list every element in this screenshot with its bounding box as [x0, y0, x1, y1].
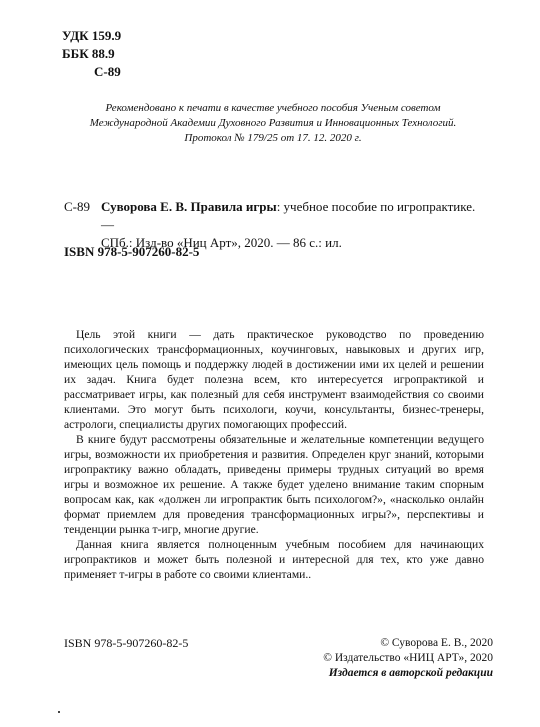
recommendation-line: Рекомендовано к печати в качестве учебного пособия Ученым советом [105, 102, 441, 114]
footer-isbn: ISBN 978-5-907260-82-5 [64, 636, 189, 650]
edition-note: Издается в авторской редакции [328, 667, 493, 679]
recommendation-line: Международной Академии Духовного Развития и Инновационных Технологий. [89, 117, 457, 129]
scan-dot [58, 711, 60, 713]
classification-codes [62, 27, 121, 81]
copyright-publisher: © Издательство «НИЦ АРТ», 2020 [323, 652, 493, 664]
author-sign: С-89 [94, 64, 121, 79]
abstract-paragraph: В книге будут рассмотрены обязательные и желательные компетенции ведущего игры, возможности их приобретения и развития. Определен круг знаний, которыми игропрактику важно обладать, приведены примеры трудных ситуаций во время игры и возможное их решение. А также будет уделено внимание таким спорным вопросам как, как «должен ли игропрактик быть психологом?», «насколько онлайн формат приемлем для проведения трансформационных игры?», перспективы и тенденции рынка т-игр, многие другие. [64, 433, 484, 536]
book-description: : учебное пособие по игропрактике. — [101, 199, 476, 232]
book-abstract [64, 327, 484, 582]
isbn-main: ISBN 978-5-907260-82-5 [64, 244, 200, 259]
author-title: Суворова Е. В. Правила игры [101, 199, 277, 214]
udk-code: УДК 159.9 [62, 28, 122, 43]
copyright-block [323, 636, 493, 681]
bibliographic-sign: С-89 [64, 199, 90, 214]
abstract-paragraph: Цель этой книги — дать практическое руководство по проведению психологических трансформационных, коучинговых, навыковых и других игр, имеющих цель помощь и поддержку людей в достижении ими их целей и решении их задач. Книга будет полезна всем, кто интересуется игропрактикой и рассматривает игры, как полезный для себя инструмент взаимодействия со своими клиентами. Это могут быть психологи, коучи, консультанты, бизнес-тренеры, астрологи, специалисты других помогающих профессий. [64, 328, 484, 431]
publisher-line: СПб.: Изд-во «Ниц Арт», 2020. — 86 с.: ил. [101, 235, 342, 250]
abstract-paragraph: Данная книга является полноценным учебным пособием для начинающих игропрактиков и может быть полезной и интересной для тех, кто уже давно применяет т-игры в работе со своими клиентами.. [64, 538, 484, 581]
copyright-author: © Суворова Е. В., 2020 [380, 637, 493, 649]
recommendation-note [64, 101, 482, 146]
bbk-code: ББК 88.9 [62, 46, 115, 61]
recommendation-line: Протокол № 179/25 от 17. 12. 2020 г. [184, 132, 362, 144]
